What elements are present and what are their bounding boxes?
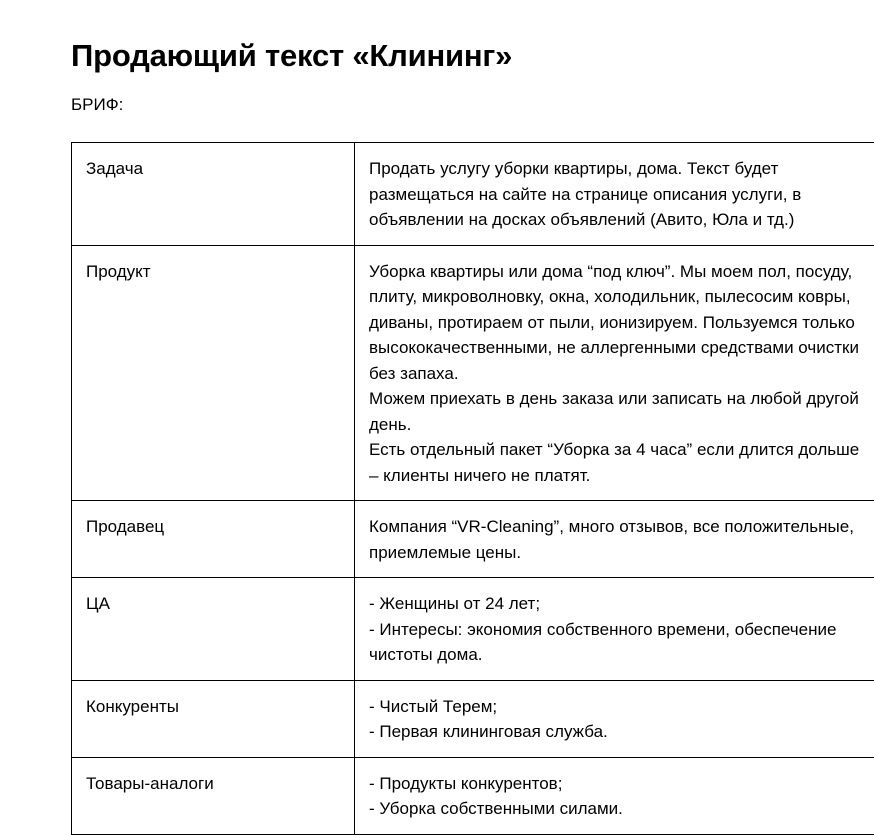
table-cell-value [355, 501, 874, 578]
cell-line: Можем приехать в день заказа или записать на любой другой день. [369, 386, 863, 437]
cell-line: - Уборка собственными силами. [369, 796, 863, 822]
table-cell-label: Товары-аналоги [72, 757, 355, 834]
brief-table [71, 142, 874, 835]
brief-table-body [72, 143, 874, 835]
cell-line: - Женщины от 24 лет; [369, 591, 863, 617]
cell-line: - Чистый Терем; [369, 694, 863, 720]
table-cell-label: Продукт [72, 245, 355, 501]
cell-text-block [369, 771, 863, 822]
cell-line: - Первая клининговая служба. [369, 719, 863, 745]
cell-text-block [369, 694, 863, 745]
brief-label: БРИФ: [71, 94, 123, 116]
table-row [72, 578, 874, 681]
cell-line: - Интересы: экономия собственного времени, обеспечение чистоты дома. [369, 617, 863, 668]
page-title: Продающий текст «Клининг» [71, 37, 512, 75]
table-cell-value [355, 757, 874, 834]
table-cell-label: Конкуренты [72, 680, 355, 757]
table-cell-label: Задача [72, 143, 355, 246]
table-cell-value [355, 578, 874, 681]
table-cell-label: ЦА [72, 578, 355, 681]
cell-line: Уборка квартиры или дома “под ключ”. Мы моем пол, посуду, плиту, микроволновку, окна, холодильник, пылесосим ковры, диваны, протираем от пыли, ионизируем. Пользуемся только высококачественными, не аллергенными средствами очистки без запаха. [369, 259, 863, 387]
table-row [72, 143, 874, 246]
cell-line: Есть отдельный пакет “Уборка за 4 часа” если длится дольше – клиенты ничего не платят. [369, 437, 863, 488]
table-cell-value [355, 143, 874, 246]
cell-line: - Продукты конкурентов; [369, 771, 863, 797]
cell-text-block [369, 259, 863, 489]
table-cell-value [355, 245, 874, 501]
table-row [72, 245, 874, 501]
cell-line: Продать услугу уборки квартиры, дома. Текст будет размещаться на сайте на странице описания услуги, в объявлении на досках объявлений (Авито, Юла и тд.) [369, 156, 863, 233]
table-cell-value [355, 680, 874, 757]
cell-text-block [369, 156, 863, 233]
table-row [72, 680, 874, 757]
table-cell-label: Продавец [72, 501, 355, 578]
cell-text-block [369, 591, 863, 668]
cell-line: Компания “VR-Cleaning”, много отзывов, все положительные, приемлемые цены. [369, 514, 863, 565]
table-row [72, 757, 874, 834]
cell-text-block [369, 514, 863, 565]
table-row [72, 501, 874, 578]
